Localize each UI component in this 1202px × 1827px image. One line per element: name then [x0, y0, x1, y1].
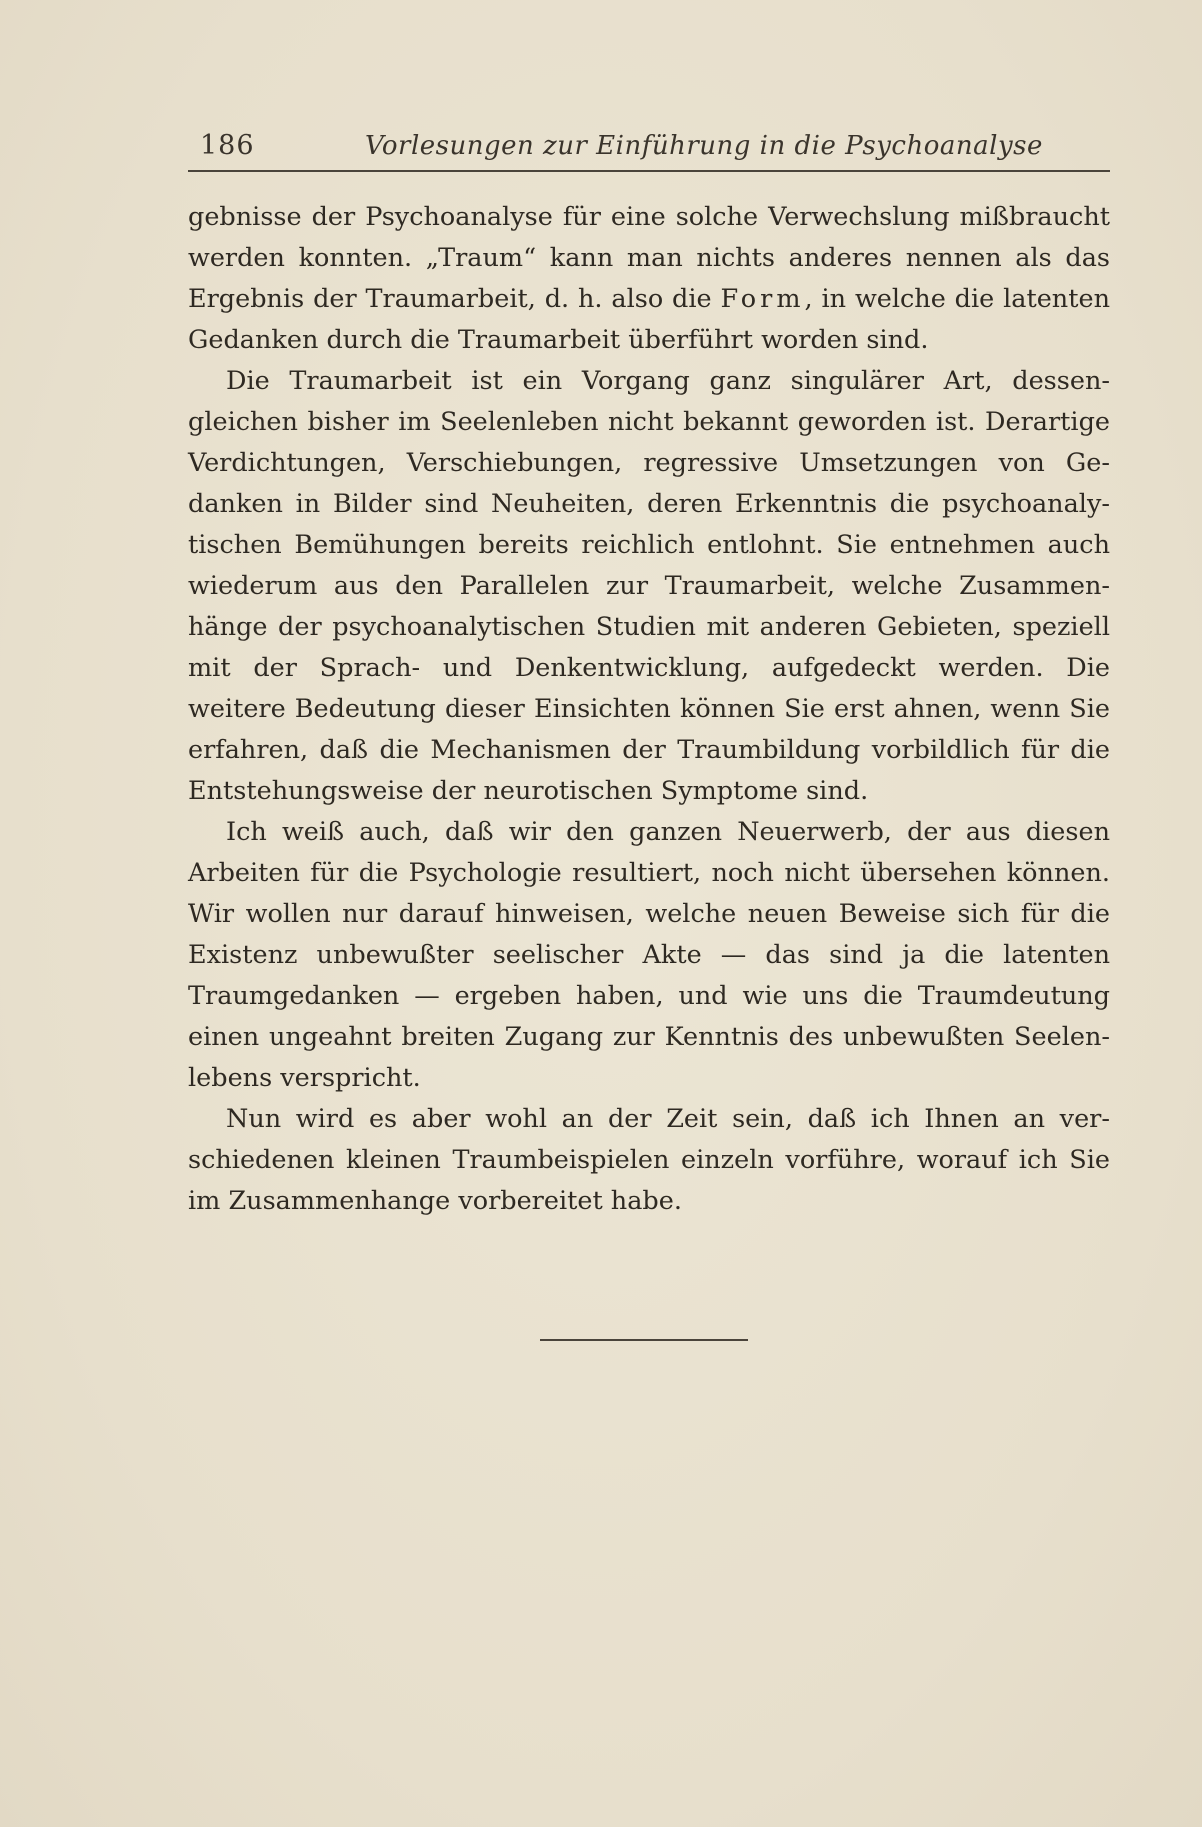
- running-head: [188, 128, 1110, 172]
- paragraph-4: Nun wird es aber wohl an der Zeit sein, daß ich Ihnen an verschiedenen kleinen Traumbeispielen einzeln vorführe, worauf ich Sie im Zusammenhange vorbereitet habe.: [188, 1104, 1110, 1216]
- body-text: [188, 197, 1110, 1222]
- page-number: 186: [200, 130, 255, 161]
- paragraph-1: [188, 197, 1110, 361]
- emphasized-word: Form: [720, 284, 805, 314]
- header-rule: [188, 170, 1110, 172]
- paragraph-2: Die Traumarbeit ist ein Vorgang ganz singulärer Art, dessengleichen bisher im Seelenleben nicht bekannt geworden ist. Derartige Verdichtungen, Verschiebungen, regressive Umsetzungen von Gedanken in Bilder sind Neuheiten, deren Erkenntnis die psychoanalytischen Bemühungen bereits reichlich entlohnt. Sie entnehmen auch wiederum aus den Parallelen zur Traumarbeit, welche Zusammenhänge der psychoanalytischen Studien mit anderen Gebieten, speziell mit der Sprach- und Denkentwicklung, aufgedeckt werden. Die weitere Bedeutung dieser Einsichten können Sie erst ahnen, wenn Sie erfahren, daß die Mechanismen der Traumbildung vorbildlich für die Entstehungsweise der neurotischen Symptome sind.: [188, 366, 1110, 806]
- closing-rule: [540, 1339, 748, 1341]
- running-title: Vorlesungen zur Einführung in die Psychoanalyse: [365, 131, 1043, 161]
- paragraph-1-text-end: , in welche die latenten Gedanken durch die Traumarbeit überführt worden sind.: [188, 284, 1110, 355]
- paragraph-1-text: gebnisse der Psychoanalyse für eine solche Verwechslung mißbraucht werden konnten. „Traum“ kann man nichts anderes nennen als das Ergebnis der Traumarbeit, d. h. also die: [188, 202, 1110, 314]
- paragraph-3: Ich weiß auch, daß wir den ganzen Neuerwerb, der aus diesen Arbeiten für die Psychologie resultiert, noch nicht übersehen können. Wir wollen nur darauf hinweisen, welche neuen Beweise sich für die Existenz unbewußter seelischer Akte — das sind ja die latenten Traumgedanken — ergeben haben, und wie uns die Traumdeutung einen ungeahnt breiten Zugang zur Kenntnis des unbewußten Seelenlebens verspricht.: [188, 817, 1110, 1093]
